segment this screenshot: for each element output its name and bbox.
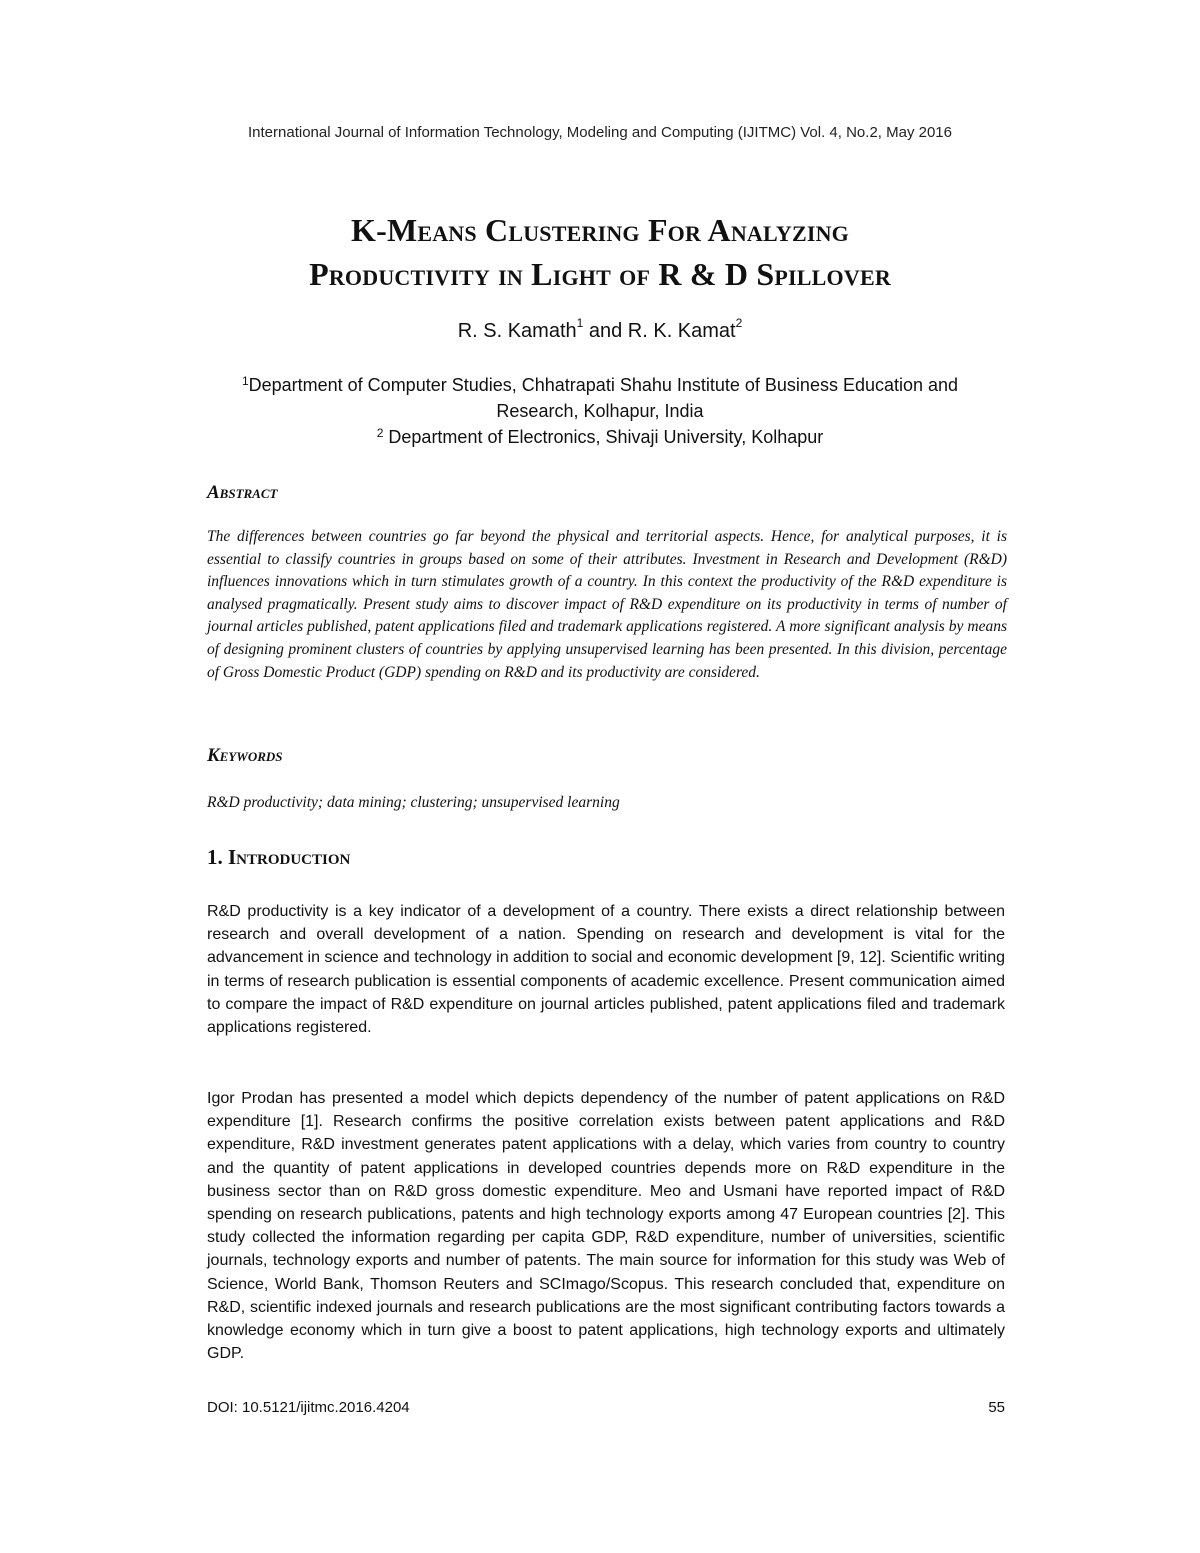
affiliation-1-mark: 1 (241, 374, 249, 388)
affiliation-1-line-1: Department of Computer Studies, Chhatrapati Shahu Institute of Business Education and (248, 375, 959, 395)
author-connector: and (583, 320, 628, 342)
affiliation-2-mark: 2 (376, 426, 384, 440)
intro-paragraph-1: R&D productivity is a key indicator of a development of a country. There exists a direct relationship between research and overall development of a nation. Spending on research and development is vital for the advancement in science and technology in addition to social and economic development [9, 12]. Scientific writing in terms of research publication is essential components of academic excellence. Present communication aimed to compare the impact of R&D expenditure on journal articles published, patent applications filed and trademark applications registered. (207, 903, 1005, 1037)
keywords-heading: Keywords (207, 745, 283, 766)
abstract-heading: Abstract (207, 482, 278, 503)
title-line-2: Productivity in Light of R & D Spillover (309, 256, 891, 292)
author-2-affil-mark: 2 (735, 316, 743, 330)
page-number: 55 (988, 1399, 1005, 1416)
author-1-affil-mark: 1 (576, 316, 584, 330)
running-head: International Journal of Information Technology, Modeling and Computing (IJITMC) Vol. 4, No.2, May 2016 (248, 124, 952, 141)
doi-link[interactable]: DOI: 10.5121/ijitmc.2016.4204 (207, 1399, 410, 1416)
author-2: R. K. Kamat (627, 320, 736, 342)
affiliation-1-line-2: Research, Kolhapur, India (496, 401, 704, 421)
abstract-text: The differences between countries go far beyond the physical and territorial aspects. Hence, for analytical purposes, it is essential to classify countries in groups based on some of their attributes. Investment in Research and Development (R&D) influences innovations which in turn stimulates growth of a country. In this context the productivity of the R&D expenditure is analysed pragmatically. Present study aims to discover impact of R&D expenditure on its productivity in terms of number of journal articles published, patent applications filed and trademark applications registered. A more significant analysis by means of designing prominent clusters of countries by applying unsupervised learning has been presented. In this division, percentage of Gross Domestic Product (GDP) spending on R&D and its productivity are considered. (207, 528, 1007, 681)
paper-title (150, 208, 1050, 296)
author-1: R. S. Kamath (457, 320, 577, 342)
affiliation-2-text: Department of Electronics, Shivaji University, Kolhapur (383, 427, 824, 447)
intro-paragraph-2: Igor Prodan has presented a model which depicts dependency of the number of patent applications on R&D expenditure [1]. Research confirms the positive correlation exists between patent applications and R&D expenditure, R&D investment generates patent applications with a delay, which varies from country to country and the quantity of patent applications in developed countries depends more on R&D expenditure in the business sector than on R&D gross domestic expenditure. Meo and Usmani have reported impact of R&D spending on research publications, patents and high technology exports among 47 European countries [2]. This study collected the information regarding per capita GDP, R&D expenditure, number of universities, scientific journals, technology exports and number of patents. The main source for information for this study was Web of Science, World Bank, Thomson Reuters and SCImago/Scopus. This research concluded that, expenditure on R&D, scientific indexed journals and research publications are the most significant contributing factors towards a knowledge economy which in turn give a boost to patent applications, high technology exports and ultimately GDP. (207, 1090, 1005, 1363)
keywords-text: R&D productivity; data mining; clustering; unsupervised learning (207, 794, 620, 811)
introduction-heading: 1. Introduction (207, 845, 351, 869)
affiliation-1 (150, 372, 1050, 424)
title-line-1: K-Means Clustering For Analyzing (351, 212, 849, 248)
affiliation-2 (150, 424, 1050, 450)
author-list (0, 316, 1200, 343)
